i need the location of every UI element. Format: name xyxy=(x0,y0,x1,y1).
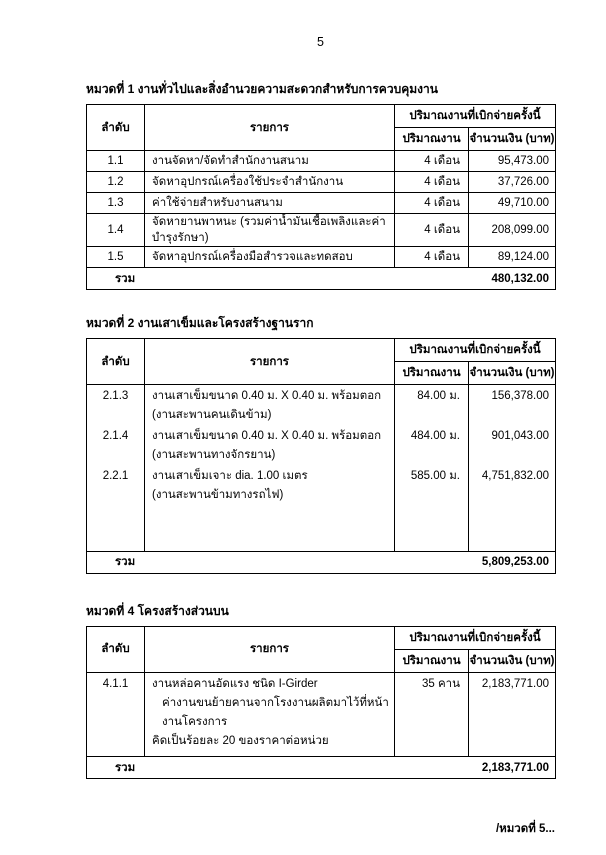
row-item-line-1: งานเสาเข็มขนาด 0.40 ม. X 0.40 ม. พร้อมตอก xyxy=(152,390,382,402)
row-amount: 49,710.00 xyxy=(469,193,556,214)
row-amount: 89,124.00 xyxy=(469,247,556,268)
row-item-line-1: งานเสาเข็มเจาะ dia. 1.00 เมตร xyxy=(152,470,308,482)
column-header-group: ปริมาณงานที่เบิกจ่ายครั้งนี้ xyxy=(395,105,556,128)
empty-spacer-row xyxy=(87,505,556,551)
column-header-group: ปริมาณงานที่เบิกจ่ายครั้งนี้ xyxy=(395,626,556,649)
table-header-row xyxy=(87,105,556,128)
row-item: จัดหาอุปกรณ์เครื่องใช้ประจำสำนักงาน xyxy=(145,172,395,193)
column-header-amount: จำนวนเงิน (บาท) xyxy=(469,649,556,672)
table-row xyxy=(87,425,556,465)
table-row xyxy=(87,151,556,172)
row-amount: 4,751,832.00 xyxy=(469,465,556,505)
row-no: 1.2 xyxy=(87,172,145,193)
row-qty: 484.00 ม. xyxy=(395,425,469,465)
table-header-row xyxy=(87,339,556,362)
section-2-title: หมวดที่ 2 งานเสาเข็มและโครงสร้างฐานราก xyxy=(86,316,314,330)
table-row xyxy=(87,214,556,247)
table-row xyxy=(87,172,556,193)
total-amount: 480,132.00 xyxy=(395,268,556,290)
row-item-line-1: งานหล่อคานอัดแรง ชนิด I-Girder xyxy=(152,677,318,690)
column-header-no: ลำดับ xyxy=(87,339,145,385)
section-1-table xyxy=(86,104,556,290)
row-item-line-3: คิดเป็นร้อยละ 20 ของราคาต่อหน่วย xyxy=(152,734,329,747)
section-2-table xyxy=(86,338,556,574)
column-header-group: ปริมาณงานที่เบิกจ่ายครั้งนี้ xyxy=(395,339,556,362)
row-qty: 4 เดือน xyxy=(395,151,469,172)
row-qty: 4 เดือน xyxy=(395,214,469,247)
column-header-amount: จำนวนเงิน (บาท) xyxy=(469,362,556,385)
column-header-item: รายการ xyxy=(145,626,395,672)
row-qty: 4 เดือน xyxy=(395,193,469,214)
row-amount: 95,473.00 xyxy=(469,151,556,172)
row-no: 2.1.3 xyxy=(87,385,145,426)
row-no: 1.3 xyxy=(87,193,145,214)
section-1-title: หมวดที่ 1 งานทั่วไปและสิ่งอำนวยความสะดวกสำหรับการควบคุมงาน xyxy=(86,82,438,96)
row-item: จัดหาอุปกรณ์เครื่องมือสำรวจและทดสอบ xyxy=(145,247,395,268)
row-item: งานจัดหา/จัดทำสำนักงานสนาม xyxy=(145,151,395,172)
column-header-no: ลำดับ xyxy=(87,105,145,151)
column-header-qty: ปริมาณงาน xyxy=(395,649,469,672)
total-row xyxy=(87,268,556,290)
total-label: รวม xyxy=(87,551,395,573)
row-amount: 901,043.00 xyxy=(469,425,556,465)
column-header-qty: ปริมาณงาน xyxy=(395,362,469,385)
row-amount: 208,099.00 xyxy=(469,214,556,247)
row-item: จัดหายานพาหนะ (รวมค่าน้ำมันเชื้อเพลิงและค่าบำรุงรักษา) xyxy=(145,214,395,247)
row-item-line-2: (งานสะพานทางจักรยาน) xyxy=(152,449,276,461)
row-item xyxy=(145,425,395,465)
row-qty: 35 คาน xyxy=(395,672,469,751)
row-qty: 4 เดือน xyxy=(395,172,469,193)
table-row xyxy=(87,465,556,505)
row-amount: 156,378.00 xyxy=(469,385,556,426)
table-row xyxy=(87,193,556,214)
row-amount: 2,183,771.00 xyxy=(469,672,556,751)
column-header-amount: จำนวนเงิน (บาท) xyxy=(469,128,556,151)
column-header-item: รายการ xyxy=(145,105,395,151)
row-item xyxy=(145,672,395,751)
row-item: ค่าใช้จ่ายสำหรับงานสนาม xyxy=(145,193,395,214)
section-3-table xyxy=(86,626,556,780)
total-amount: 5,809,253.00 xyxy=(395,551,556,573)
row-no: 1.4 xyxy=(87,214,145,247)
section-3-title: หมวดที่ 4 โครงสร้างส่วนบน xyxy=(86,603,229,618)
total-row xyxy=(87,551,556,573)
row-no: 4.1.1 xyxy=(87,672,145,751)
row-item xyxy=(145,385,395,426)
total-label: รวม xyxy=(87,268,395,290)
row-item-line-2: ค่างานขนย้ายคานจากโรงงานผลิตมาไว้ที่หน้างานโครงการ xyxy=(162,696,389,728)
row-no: 2.2.1 xyxy=(87,465,145,505)
table-row xyxy=(87,672,556,751)
row-item-line-1: งานเสาเข็มขนาด 0.40 ม. X 0.40 ม. พร้อมตอก xyxy=(152,430,382,442)
page-number: 5 xyxy=(317,35,324,49)
continuation-note: /หมวดที่ 5... xyxy=(495,823,555,835)
column-header-qty: ปริมาณงาน xyxy=(395,128,469,151)
table-row xyxy=(87,247,556,268)
total-label: รวม xyxy=(87,757,395,779)
row-item xyxy=(145,465,395,505)
table-header-row xyxy=(87,626,556,649)
row-amount: 37,726.00 xyxy=(469,172,556,193)
column-header-no: ลำดับ xyxy=(87,626,145,672)
total-row xyxy=(87,757,556,779)
row-no: 1.1 xyxy=(87,151,145,172)
table-row xyxy=(87,385,556,426)
row-no: 1.5 xyxy=(87,247,145,268)
row-qty: 84.00 ม. xyxy=(395,385,469,426)
row-qty: 585.00 ม. xyxy=(395,465,469,505)
row-item-line-2: (งานสะพานข้ามทางรถไฟ) xyxy=(152,489,284,501)
row-item-line-2: (งานสะพานคนเดินข้าม) xyxy=(152,409,272,421)
row-no: 2.1.4 xyxy=(87,425,145,465)
total-amount: 2,183,771.00 xyxy=(395,757,556,779)
row-qty: 4 เดือน xyxy=(395,247,469,268)
column-header-item: รายการ xyxy=(145,339,395,385)
